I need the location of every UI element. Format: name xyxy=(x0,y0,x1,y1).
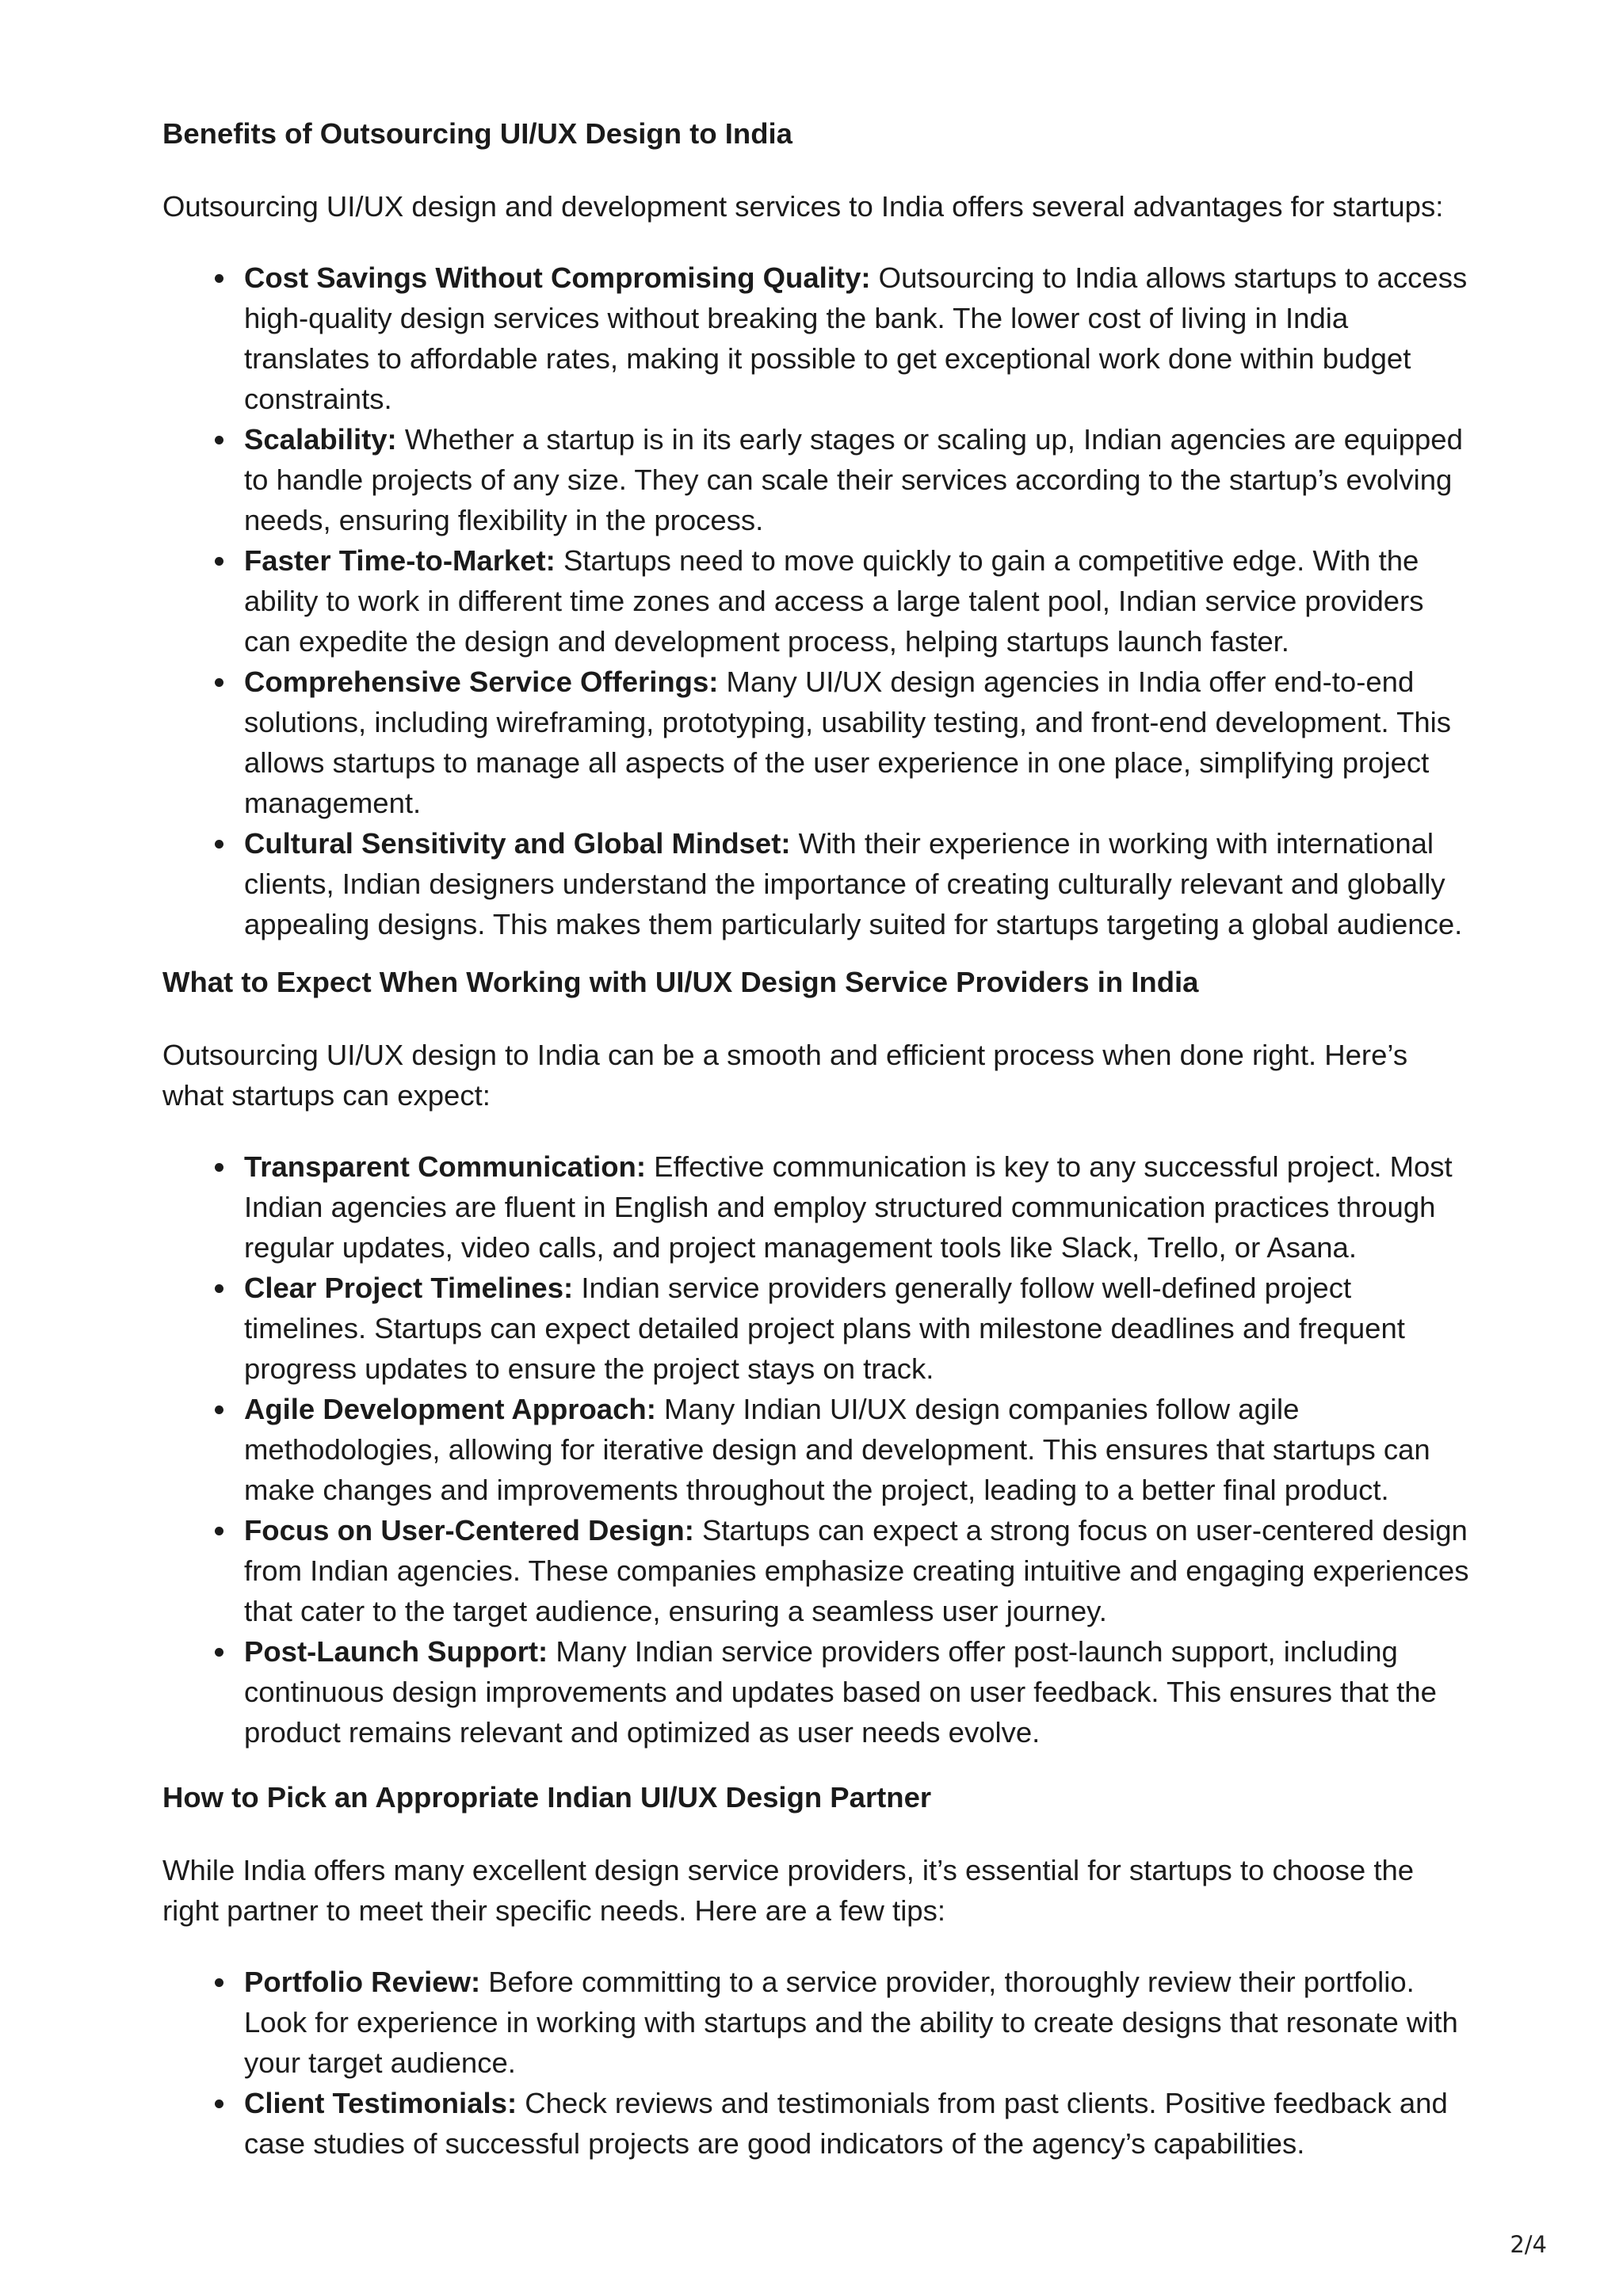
bullet-list xyxy=(162,1962,1470,2164)
item-text: Whether a startup is in its early stages or scaling up, Indian agencies are equipped to handle projects of any size. They can scale their services according to the startup’s evolving needs, ensuring flexibility in the process. xyxy=(244,423,1463,536)
list-item xyxy=(244,1510,1470,1631)
section-heading: What to Expect When Working with UI/UX Design Service Providers in India xyxy=(162,966,1199,998)
item-text: Many Indian service providers offer post-launch support, including continuous design improvements and updates based on user feedback. This ensures that the product remains relevant and optimized as user needs evolve. xyxy=(244,1635,1437,1749)
list-item xyxy=(244,257,1470,419)
item-term: Cultural Sensitivity and Global Mindset: xyxy=(244,827,791,860)
item-term: Focus on User-Centered Design: xyxy=(244,1514,694,1547)
list-item xyxy=(244,823,1470,944)
list-item xyxy=(244,2083,1470,2164)
item-text: Effective communication is key to any successful project. Most Indian agencies are fluent in English and employ structured communication practices through regular updates, video calls, and project management tools like Slack, Trello, or Asana. xyxy=(244,1150,1453,1264)
list-item xyxy=(244,1146,1470,1268)
bullet-list xyxy=(162,257,1470,944)
list-item xyxy=(244,1631,1470,1753)
section-intro: While India offers many excellent design service providers, it’s essential for startups to choose the right partner to meet their specific needs. Here are a few tips: xyxy=(162,1854,1415,1927)
item-text: Indian service providers generally follow well-defined project timelines. Startups can expect detailed project plans with milestone deadlines and frequent progress updates to ensure the project stays on track. xyxy=(244,1272,1405,1385)
section-intro: Outsourcing UI/UX design and development services to India offers several advantages for startups: xyxy=(162,190,1444,223)
item-term: Post-Launch Support: xyxy=(244,1635,548,1668)
section-intro: Outsourcing UI/UX design to India can be a smooth and efficient process when done right. Here’s what startups can expect: xyxy=(162,1039,1408,1112)
list-item xyxy=(244,1962,1470,2083)
item-term: Clear Project Timelines: xyxy=(244,1272,574,1304)
item-term: Portfolio Review: xyxy=(244,1966,481,1998)
section-heading: Benefits of Outsourcing UI/UX Design to India xyxy=(162,117,792,150)
section-heading: How to Pick an Appropriate Indian UI/UX Design Partner xyxy=(162,1781,932,1814)
item-text: Startups can expect a strong focus on user-centered design from Indian agencies. These companies emphasize creating intuitive and engaging experiences that cater to the target audience, ensuring a seamless user journey. xyxy=(244,1514,1469,1627)
document-content xyxy=(162,113,1470,2164)
item-term: Transparent Communication: xyxy=(244,1150,647,1183)
item-term: Agile Development Approach: xyxy=(244,1393,656,1425)
item-text: With their experience in working with international clients, Indian designers understand the importance of creating culturally relevant and globally appealing designs. This makes them particularly suited for startups targeting a global audience. xyxy=(244,827,1463,940)
list-item xyxy=(244,540,1470,662)
item-text: Many Indian UI/UX design companies follow agile methodologies, allowing for iterative design and development. This ensures that startups can make changes and improvements throughout the project, leading to a better final product. xyxy=(244,1393,1430,1506)
item-term: Client Testimonials: xyxy=(244,2087,517,2119)
item-text: Before committing to a service provider, thoroughly review their portfolio. Look for experience in working with startups and the ability to create designs that resonate with your target audience. xyxy=(244,1966,1458,2079)
item-term: Cost Savings Without Compromising Quality: xyxy=(244,261,871,294)
item-text: Many UI/UX design agencies in India offer end-to-end solutions, including wireframing, prototyping, usability testing, and front-end development. This allows startups to manage all aspects of the user experience in one place, simplifying project management. xyxy=(244,666,1452,819)
item-term: Scalability: xyxy=(244,423,397,456)
page-number: 2/4 xyxy=(1510,2231,1547,2258)
item-term: Faster Time-to-Market: xyxy=(244,544,556,577)
list-item xyxy=(244,662,1470,823)
list-item xyxy=(244,1389,1470,1510)
list-item xyxy=(244,419,1470,540)
item-text: Check reviews and testimonials from past clients. Positive feedback and case studies of successful projects are good indicators of the agency’s capabilities. xyxy=(244,2087,1448,2160)
list-item xyxy=(244,1268,1470,1389)
item-text: Startups need to move quickly to gain a competitive edge. With the ability to work in different time zones and access a large talent pool, Indian service providers can expedite the design and development process, helping startups launch faster. xyxy=(244,544,1424,658)
item-text: Outsourcing to India allows startups to access high-quality design services without breaking the bank. The lower cost of living in India translates to affordable rates, making it possible to get exceptional work done within budget constraints. xyxy=(244,261,1468,415)
bullet-list xyxy=(162,1146,1470,1753)
item-term: Comprehensive Service Offerings: xyxy=(244,666,719,698)
